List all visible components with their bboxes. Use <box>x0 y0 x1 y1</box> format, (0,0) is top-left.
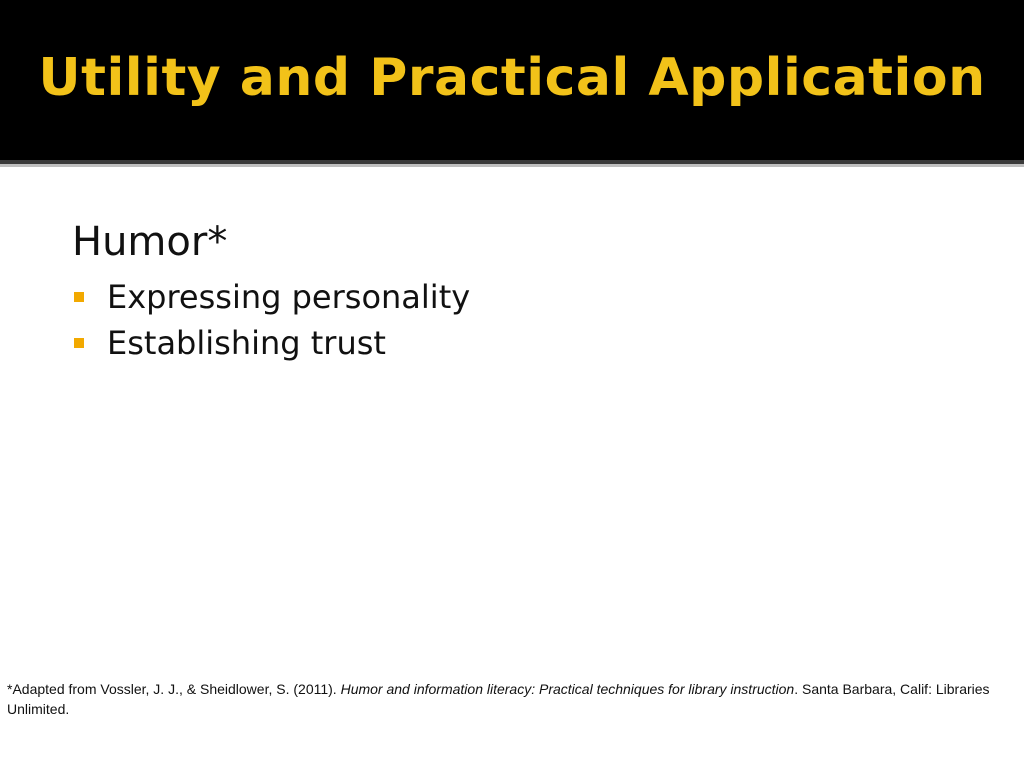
bullet-text: Expressing personality <box>107 278 471 316</box>
citation-footnote <box>7 679 1012 719</box>
bullet-list <box>72 274 972 366</box>
bullet-text: Establishing trust <box>107 324 386 362</box>
footnote-work-title: Humor and information literacy: Practical techniques for library instruction <box>340 681 795 697</box>
title-bar <box>0 0 1024 160</box>
slide-body <box>72 218 972 366</box>
footnote-prefix: *Adapted from Vossler, J. J., & Sheidlower, S. (2011). <box>7 681 341 697</box>
footnote-suffix: . Santa Barbara, Calif: Libraries Unlimited. <box>7 681 990 717</box>
square-bullet-icon <box>74 338 84 348</box>
slide-title: Utility and Practical Application <box>38 48 986 108</box>
bullet-item <box>72 320 972 366</box>
square-bullet-icon <box>74 292 84 302</box>
bullet-item <box>72 274 972 320</box>
title-divider-light <box>0 164 1024 167</box>
body-heading: Humor* <box>72 219 228 265</box>
